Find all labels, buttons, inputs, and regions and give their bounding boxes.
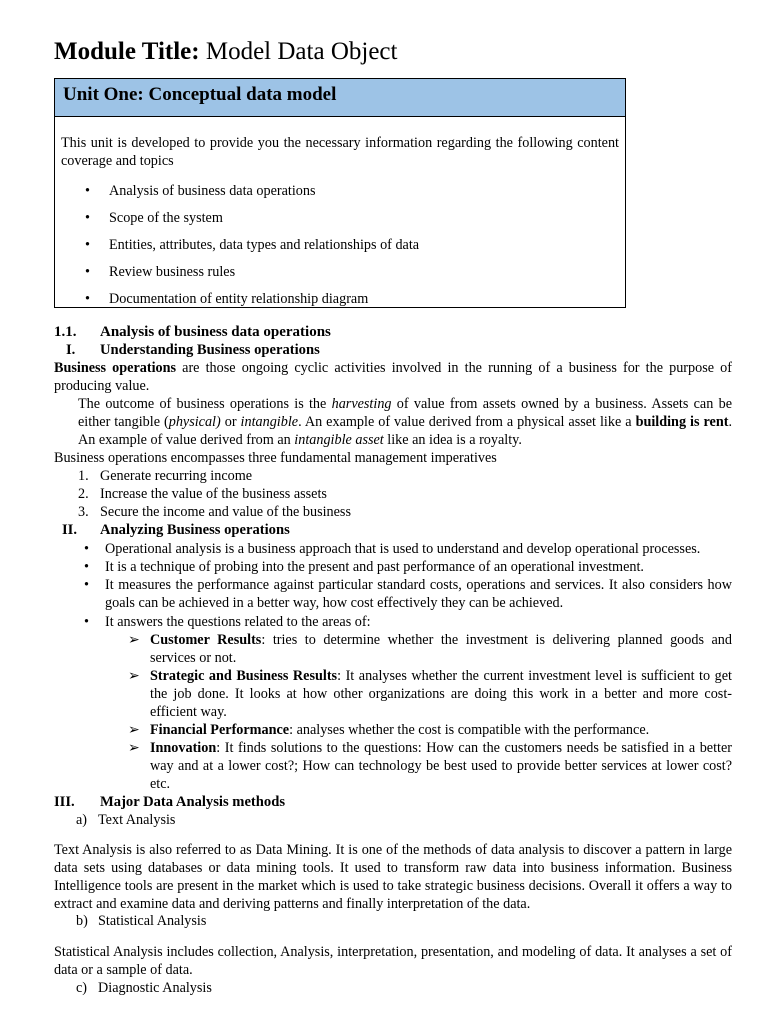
list-item: • It is a technique of probing into the present and past performance of an operational investment. bbox=[84, 559, 644, 575]
bullet-icon: • bbox=[85, 291, 90, 307]
list-item: • Operational analysis is a business approach that is used to understand and develop operational processes. bbox=[84, 541, 701, 557]
business-operations-outcome: The outcome of business operations is the harvesting of value from assets owned by a business. Assets can be either tangible (physical) or intangible. An example of value derived from a physical asset like a building is rent. An example of value derived from an intangible asset like an idea is a royalty. bbox=[78, 396, 732, 448]
bullet-icon: • bbox=[84, 559, 89, 575]
business-operations-definition: Business operations are those ongoing cyclic activities involved in the running of a business for the purpose of producing value. bbox=[54, 360, 732, 394]
document-page: Module Title: Model Data Object Unit One: Conceptual data model This unit is developed to provide you the necessary information regarding the following content coverage and topics • Analysis of business data operations • Scope of the system • Entities, attributes, data types and relationships of data • Review business rules • Documentation of entity relationship diagram 1.1. Analysis of business data operations I. Understanding Business operations Business operations are those ongoing cyclic activities involved in the running of a business for the purpose of producing value. The outcome of business operations is the harvesting of value from assets owned by a business. Assets can be either tangible (physical) or intangible. An example of value derived from a physical asset like a building is rent. An example of value derived from an intangible asset like an idea is a royalty. Business operations encompasses three fundamental management imperatives 1. Generate recurring income 2. Increase the value of the business assets 3. Secure the income and value of the business II. Analyzing Business operations • Operational analysis is a business approach that is used to understand and develop operational processes. • It is a technique of probing into the present and past performance of an operational investment. • It measures the performance against particular standard costs, operations and services. It also considers how goals can be achieved in a better way, how cost effectively they can be achieved. • It answers the questions related to the areas of: ➢ Customer Results: tries to determine whether the investment is delivering planned goods and services or not. ➢ Strategic and Business Results: It analyses whether the current investment level is sufficient to get the job done. It looks at how other organizations are doing this work in a better and more cost-efficient way. ➢ Financial Performance: analyses whether the cost is compatible with the performance. ➢ Innovation: It finds solutions to the questions: How can the customers needs be satisfied in a better way and at a lower cost?; How can technology be best used to provide better services at lower cost? etc. III. Major Data Analysis methods a) Text Analysis Text Analysis is also referred to as Data Mining. It is one of the methods of data analysis to discover a pattern in large data sets using databases or data mining tools. It used to transform raw data into business information. Business Intelligence tools are present in the market which is used to take strategic business decisions. Overall it offers a way to extract and examine data and deriving patterns and finally interpretation of the data. b) Statistical Analysis Statistical Analysis includes collection, Analysis, interpretation, presentation, and modeling of data. It analyses a set of data or a sample of data. c) Diagnostic Analysis bbox=[54, 38, 732, 996]
unit-box: Unit One: Conceptual data model This unit is developed to provide you the necessary information regarding the following content coverage and topics • Analysis of business data operations • Scope of the system • Entities, attributes, data types and relationships of data • Review business rules • Documentation of entity relationship diagram bbox=[54, 78, 626, 308]
statistical-analysis-description: Statistical Analysis includes collection, Analysis, interpretation, presentation, and modeling of data. It analyses a set of data or a sample of data. bbox=[54, 944, 732, 978]
imperatives-intro: Business operations encompasses three fundamental management imperatives bbox=[54, 450, 497, 466]
unit-intro: This unit is developed to provide you the necessary information regarding the following content coverage and topics bbox=[61, 135, 619, 169]
area-item: ➢ Customer Results: tries to determine whether the investment is delivering planned goods and services or not. bbox=[128, 632, 732, 666]
module-title-value: Model Data Object bbox=[205, 38, 398, 65]
module-title bbox=[54, 37, 397, 67]
bullet-icon: • bbox=[84, 577, 89, 593]
bullet-icon: • bbox=[84, 541, 89, 557]
module-title-label: Module Title: bbox=[54, 38, 200, 65]
arrow-bullet-icon: ➢ bbox=[128, 668, 140, 684]
list-item: • It answers the questions related to the areas of: bbox=[84, 614, 371, 630]
list-item: • It measures the performance against particular standard costs, operations and services. It also considers how goals can be achieved in a better way, how cost effectively they can be achieved. bbox=[84, 577, 732, 611]
area-item: ➢ Innovation: It finds solutions to the questions: How can the customers needs be satisfied in a better way and at a lower cost?; How can technology be best used to provide better services at lower cost? etc. bbox=[128, 740, 732, 792]
arrow-bullet-icon: ➢ bbox=[128, 722, 140, 738]
arrow-bullet-icon: ➢ bbox=[128, 740, 140, 756]
arrow-bullet-icon: ➢ bbox=[128, 632, 140, 648]
bullet-icon: • bbox=[85, 210, 90, 226]
text-analysis-description: Text Analysis is also referred to as Data Mining. It is one of the methods of data analysis to discover a pattern in large data sets using databases or data mining tools. It used to transform raw data into business information. Business Intelligence tools are present in the market which is used to take strategic business decisions. Overall it offers a way to extract and examine data and deriving patterns and finally interpretation of the data. bbox=[54, 842, 732, 912]
area-item: ➢ Financial Performance: analyses whether the cost is compatible with the performance. bbox=[128, 722, 650, 738]
bullet-icon: • bbox=[85, 264, 90, 280]
area-item: ➢ Strategic and Business Results: It analyses whether the current investment level is sufficient to get the job done. It looks at how other organizations are doing this work in a better and more cost-efficient way. bbox=[128, 668, 732, 720]
unit-title: Unit One: Conceptual data model bbox=[55, 79, 625, 117]
bullet-icon: • bbox=[85, 183, 90, 199]
bullet-icon: • bbox=[84, 614, 89, 630]
bullet-icon: • bbox=[85, 237, 90, 253]
